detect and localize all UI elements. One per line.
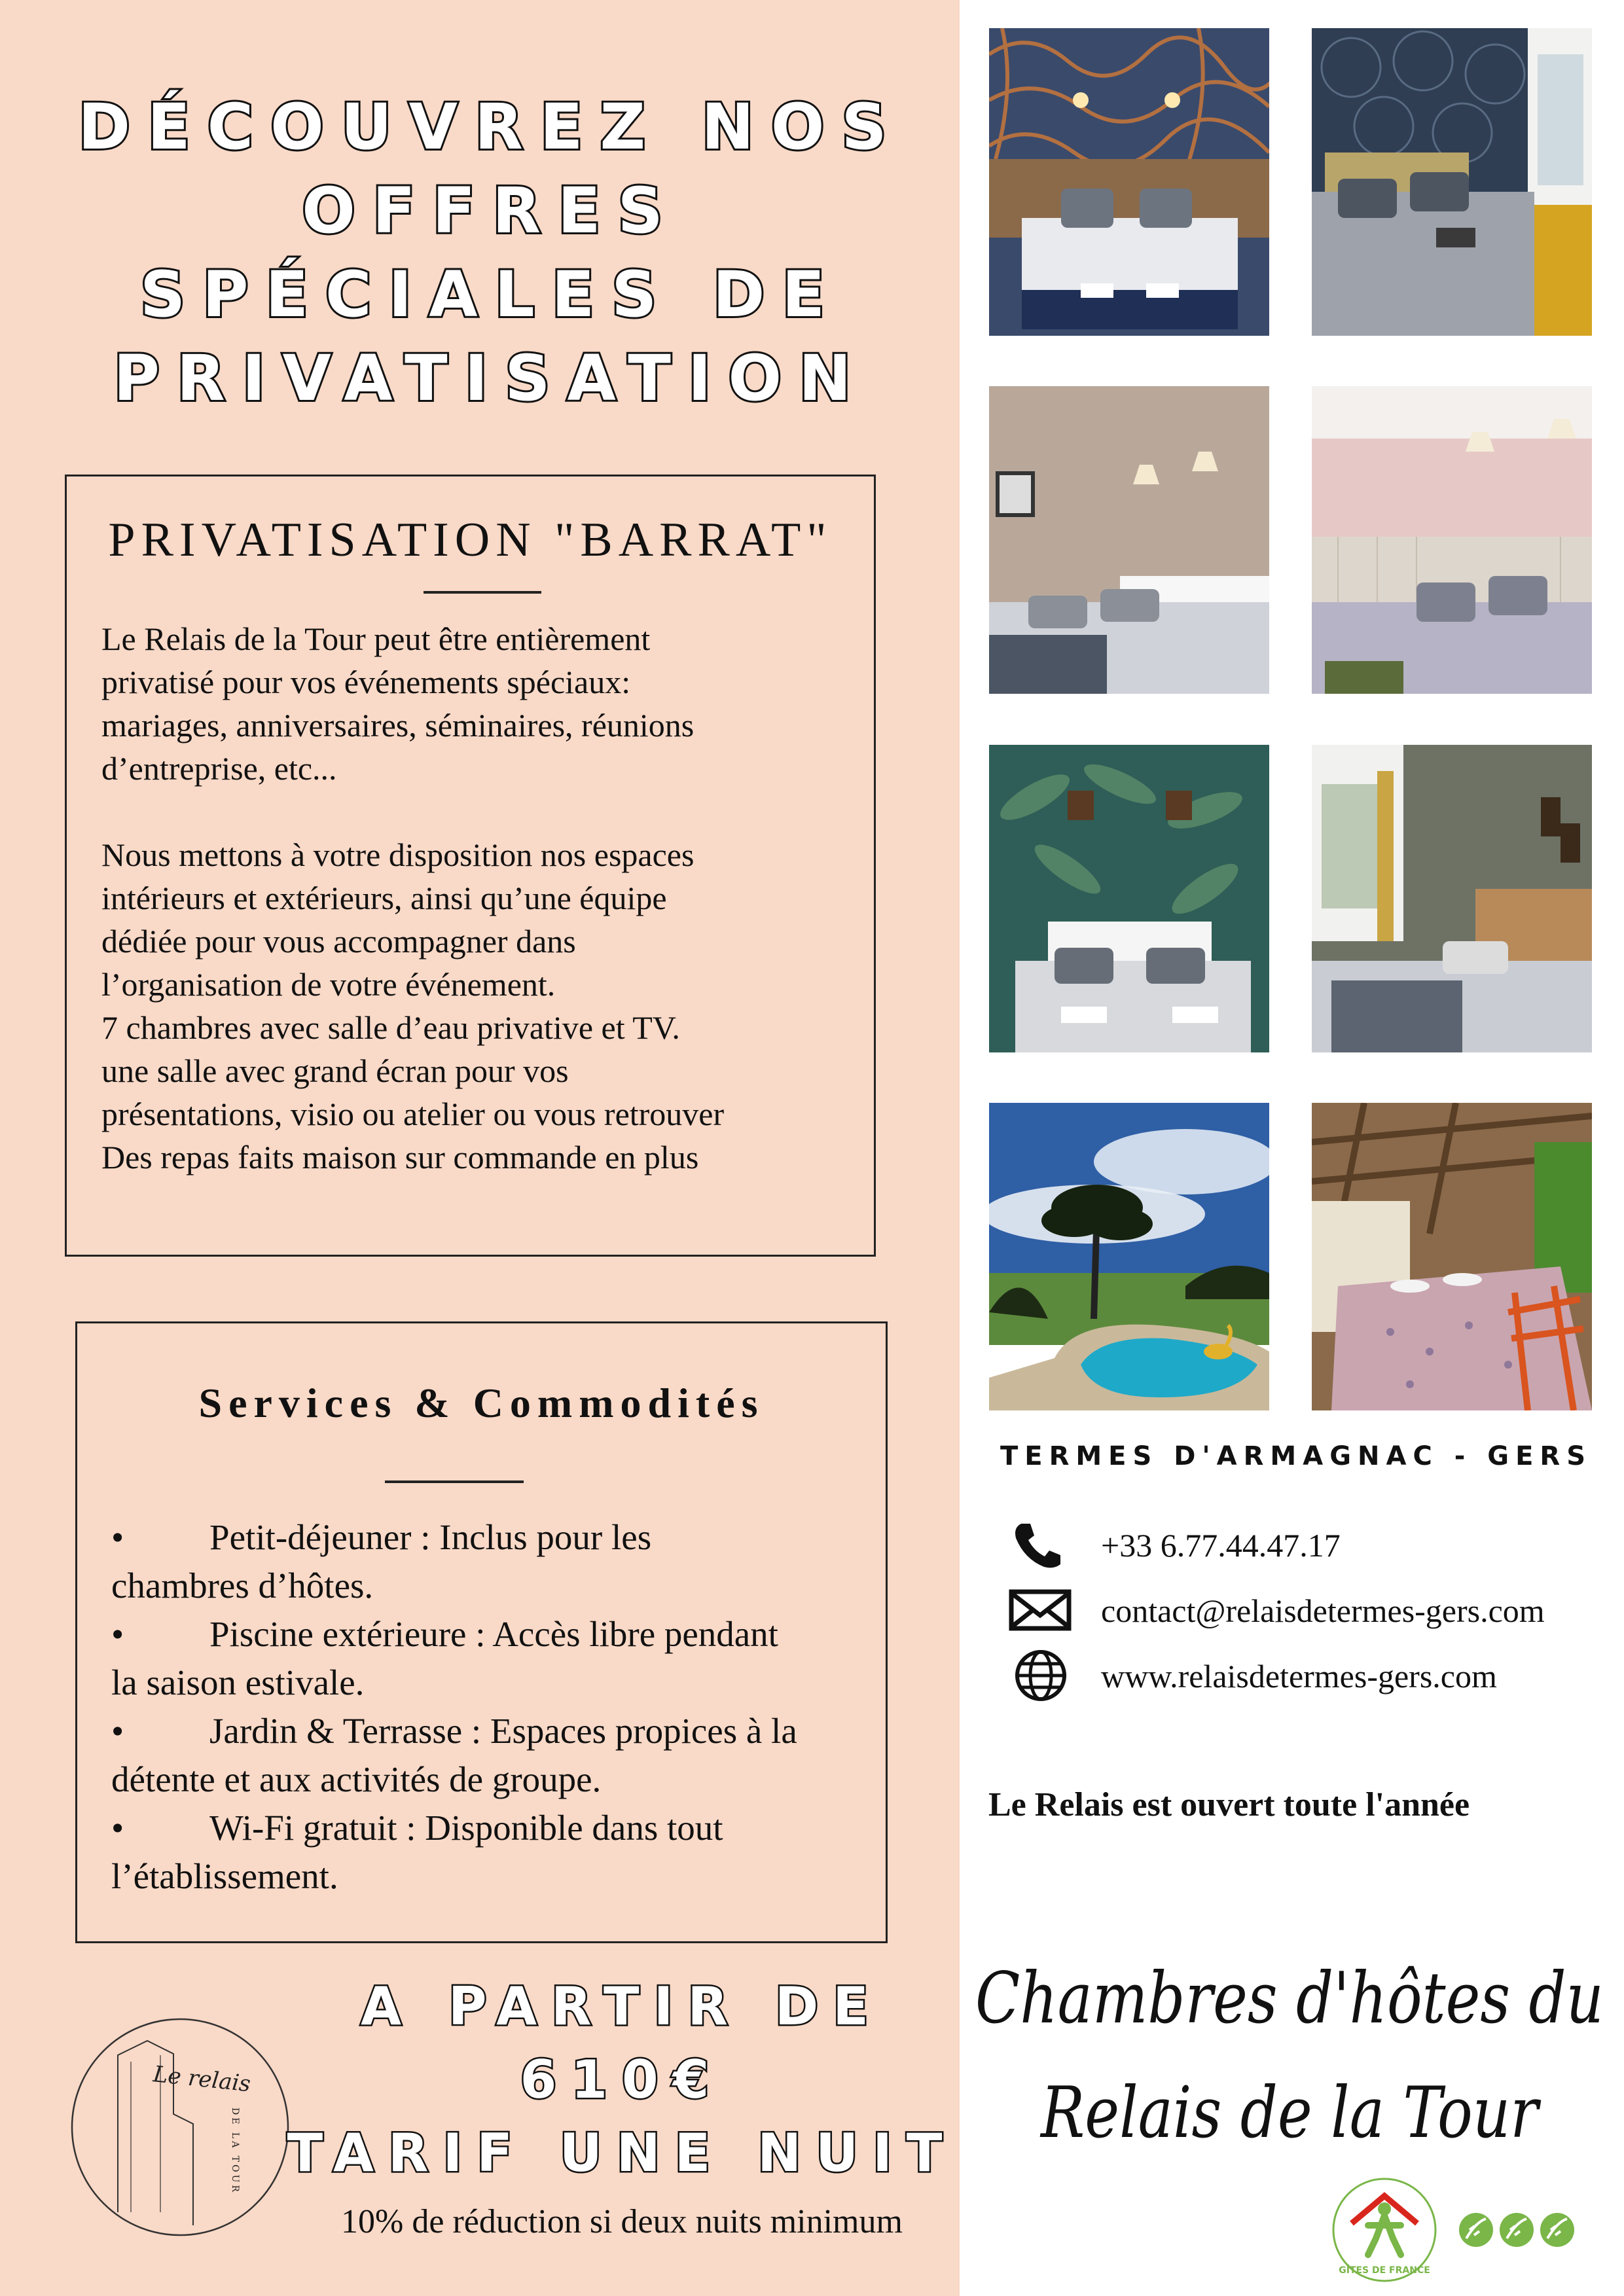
photo-bedroom-6 (1312, 745, 1592, 1052)
phone-row[interactable] (1008, 1518, 1610, 1571)
email-icon (1008, 1584, 1074, 1636)
bullet: • (111, 1711, 124, 1751)
gites-label: GÎTES DE FRANCE (1339, 2265, 1430, 2276)
headline-line-4: PRIVATISATION (113, 342, 869, 415)
services-title: Services & Commodités (198, 1380, 765, 1426)
headline-line-3: SPÉCIALES DE (139, 258, 842, 331)
privatisation-body: Le Relais de la Tour peut être entièrement privatisé pour vos événements spéciaux: mariages, anniversaires, séminaires, réunions d’entreprise, etc... Nous mettons à votre disposition nos espaces intérieurs et extérieurs, ainsi qu’une équipe dédiée pour vous accompagner dans l’organisation de votre événement. 7 chambres avec salle d’eau privative et TV. une salle avec grand écran pour vos présentations, visio ou atelier ou vous retrouver Des repas faits maison sur commande en plus (101, 620, 725, 1175)
signature-line-2: Relais de la Tour (1039, 2072, 1542, 2154)
signature-script (962, 1937, 1617, 2186)
service-wifi: Wi-Fi gratuit : Disponible dans tout (209, 1808, 723, 1848)
price-amount: 610€ (520, 2049, 724, 2110)
discount-note: 10% de réduction si deux nuits minimum (341, 2203, 903, 2240)
price-block (281, 1970, 962, 2190)
service-pool: Piscine extérieure : Accès libre pendant (209, 1614, 778, 1654)
price-from: A PARTIR DE (361, 1976, 883, 2037)
photo-bedroom-2 (1312, 28, 1592, 336)
photo-bedroom-3 (989, 386, 1269, 694)
gites-de-france-badge (1329, 2176, 1578, 2284)
signature-line-1: Chambres d'hôtes du (975, 1958, 1604, 2039)
service-garden: Jardin & Terrasse : Espaces propices à la (209, 1711, 797, 1751)
privatisation-title: PRIVATISATION "BARRAT" (108, 513, 833, 567)
headline-line-2: OFFRES (302, 174, 680, 247)
svg-text:Le relais: Le relais (152, 2061, 252, 2098)
service-breakfast-cont: chambres d’hôtes. (111, 1566, 374, 1605)
globe-icon (1008, 1649, 1074, 1702)
svg-text:DE LA TOUR: DE LA TOUR (230, 2108, 240, 2195)
price-label: TARIF UNE NUIT (287, 2123, 957, 2183)
photo-dining (1312, 1103, 1592, 1410)
website-row[interactable] (1008, 1649, 1610, 1702)
bullet: • (111, 1614, 124, 1654)
region-label: TERMES D'ARMAGNAC - GERS (1000, 1441, 1593, 1471)
bullet: • (111, 1517, 124, 1557)
relais-logo (69, 2016, 291, 2238)
email-row[interactable] (1008, 1584, 1610, 1636)
bullet: • (111, 1808, 124, 1848)
photo-bedroom-5 (989, 745, 1269, 1052)
photo-bedroom-4 (1312, 386, 1592, 694)
list-item (111, 1610, 877, 1707)
headline (26, 85, 956, 420)
service-garden-cont: détente et aux activités de groupe. (111, 1759, 602, 1799)
divider (424, 591, 541, 594)
photo-bedroom-1 (989, 28, 1269, 336)
services-box (75, 1321, 888, 1943)
list-item (111, 1513, 877, 1610)
open-notice: Le Relais est ouvert toute l'année (988, 1786, 1470, 1823)
website-url[interactable]: www.relaisdetermes-gers.com (1101, 1658, 1497, 1695)
service-breakfast: Petit-déjeuner : Inclus pour les (209, 1517, 652, 1557)
phone-icon (1008, 1518, 1074, 1571)
divider (385, 1480, 524, 1483)
service-pool-cont: la saison estivale. (111, 1662, 365, 1702)
email-address[interactable]: contact@relaisdetermes-gers.com (1101, 1592, 1545, 1629)
list-item (111, 1707, 877, 1804)
privatisation-box (65, 475, 876, 1257)
services-list (111, 1513, 877, 1901)
list-item (111, 1804, 877, 1901)
service-wifi-cont: l’établissement. (111, 1856, 338, 1896)
phone-number[interactable]: +33 6.77.44.47.17 (1101, 1527, 1341, 1564)
headline-line-1: DÉCOUVREZ NOS (78, 90, 904, 164)
photo-pool (989, 1103, 1269, 1410)
